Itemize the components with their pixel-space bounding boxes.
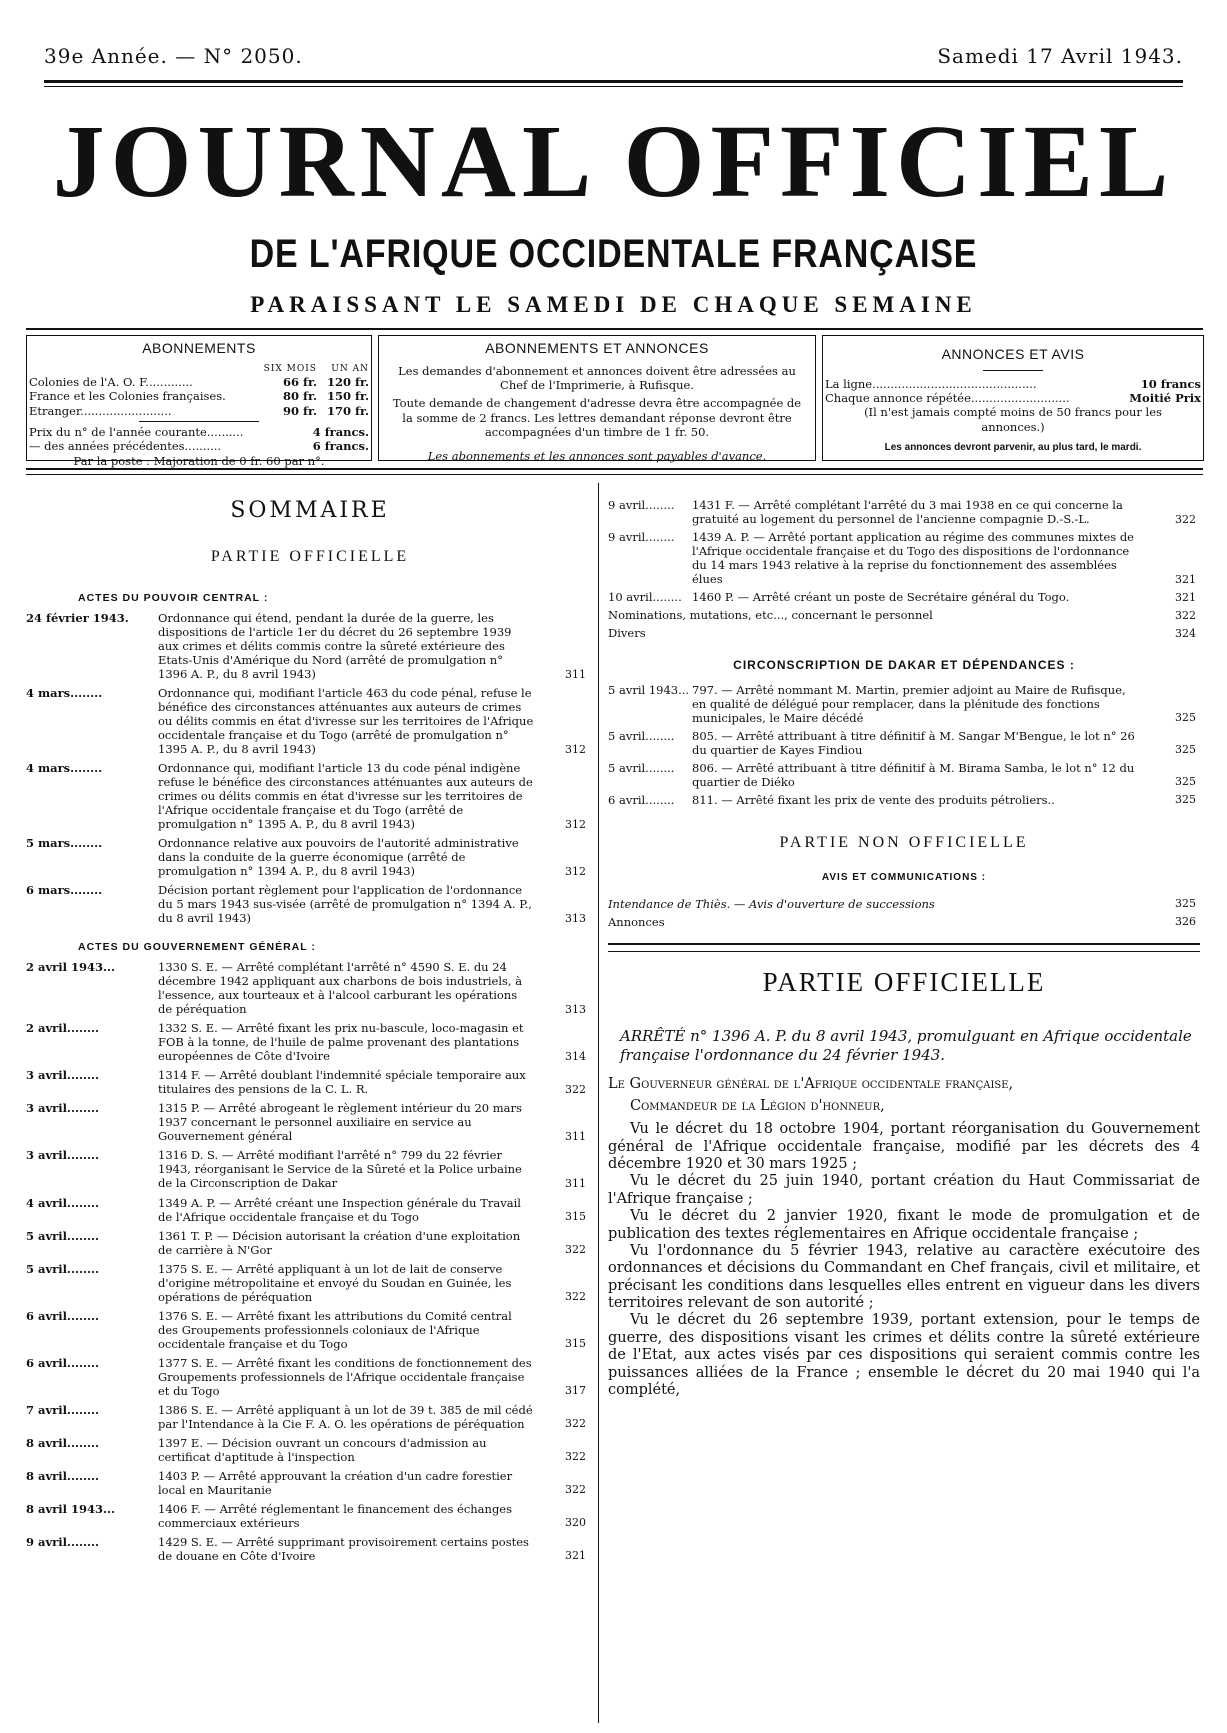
entry-text: 1375 S. E. — Arrêté appliquant à un lot de lait de conserve d'origine métropolitaine et envoyé du Soudan en Guinée, les opérations de péréquation [158, 1261, 512, 1304]
entry-date: 3 avril........ [26, 1148, 99, 1163]
list-item [26, 1403, 594, 1431]
entry-text: Décision portant règlement pour l'application de l'ordonnance du 5 mars 1943 sus-visée (arrêté de promulgation n° 1394 A. P., du 8 avril 1943) [158, 883, 532, 926]
entry-date: 4 avril........ [26, 1195, 99, 1210]
entry-page: 311 [565, 1130, 586, 1144]
list-item [608, 729, 1200, 757]
price-six: 90 fr. [283, 403, 317, 418]
price-an: 170 fr. [327, 403, 369, 418]
entry-date: 9 avril........ [608, 530, 675, 545]
entry-text: 1332 S. E. — Arrêté fixant les prix nu-bascule, loco-magasin et FOB à la tonne, de l'huile de palme provenant des plantations européennes de Côte d'Ivoire [158, 1021, 524, 1064]
abo-annonces-p3: Les abonnements et les annonces sont payables d'avance. [427, 449, 767, 464]
list-item [26, 1148, 594, 1190]
column-divider [598, 483, 599, 1723]
entry-date: 2 avril 1943... [26, 960, 115, 975]
box-top-rule [26, 328, 1203, 330]
entry-text: Ordonnance qui, modifiant l'article 13 du code pénal indigène refuse le bénéfice des circonstances atténuantes aux auteurs de crimes ou délits commis en état d'ivresse sur les territoires de l'Afrique occidentale française et du Togo (arrêté de promulgation n° 1395 A. P., du 8 avril 1943) [158, 761, 533, 832]
prix-courante-label: Prix du n° de l'année courante.......... [29, 424, 244, 439]
entry-page: 322 [1175, 512, 1196, 526]
entry-page: 311 [565, 667, 586, 681]
list-item [26, 1068, 594, 1096]
list-item [26, 1535, 594, 1563]
list-item [26, 611, 594, 681]
entry-page: 321 [565, 1549, 586, 1563]
entry-page: 322 [565, 1083, 586, 1096]
entry-date: 5 mars........ [26, 836, 103, 851]
partie-officielle-heading: PARTIE OFFICIELLE [210, 547, 410, 565]
entry-page: 317 [565, 1384, 586, 1398]
abo-annonces-title: ABONNEMENTS ET ANNONCES [485, 340, 709, 356]
entry-page: 313 [565, 1002, 586, 1016]
top-rule [44, 80, 1183, 83]
entry-date: 4 mars........ [26, 686, 103, 701]
governor-line-1: Le Gouverneur général de l'Afrique occidentale française, [608, 1075, 1014, 1092]
list-item [26, 1309, 594, 1351]
list-item [608, 761, 1200, 789]
repetee-value: Moitié Prix [1129, 390, 1201, 405]
vu-paragraph: Vu le décret du 26 septembre 1939, portant extension, pour le temps de guerre, des dispositions visant les crimes et délits contre la sûreté extérieure de l'Etat, aux actes visés par ces dispositions qui seraient commis contre les puissances alliées de la France ; ensemble le décret du 20 mai 1940 qui l'a complété, [608, 1312, 1200, 1399]
prix-precedentes-value: 6 francs. [312, 439, 369, 454]
abo-annonces-p2: Toute demande de changement d'adresse devra être accompagnée de la somme de 2 francs. Les lettres demandant réponse devront être accompagnées d'un timbre de 1 fr. 50. [392, 396, 802, 439]
issue-line [44, 44, 1183, 74]
entry-text: 1397 E. — Décision ouvrant un concours d'admission au certificat d'aptitude à l'inspection [158, 1435, 487, 1464]
category-gouvernement-general: ACTES DU GOUVERNEMENT GÉNÉRAL : [78, 941, 316, 954]
entry-page: 315 [565, 1337, 586, 1351]
right-column [608, 498, 1200, 1399]
minimum-note: (Il n'est jamais compté moins de 50 francs pour les annonces.) [864, 405, 1162, 434]
entry-text: 1377 S. E. — Arrêté fixant les conditions de fonctionnement des Groupements professionnels de l'Afrique occidentale française et du Togo [158, 1355, 532, 1398]
price-six: 66 fr. [283, 374, 317, 389]
abonnements-box [26, 335, 372, 468]
list-item [26, 761, 594, 831]
entry-text: 797. — Arrêté nommant M. Martin, premier adjoint au Maire de Rufisque, en qualité de délégué pour remplacer, dans la plénitude des fonctions municipales, le Maire décédé [692, 682, 1126, 725]
box-bottom-rule-thin [26, 474, 1203, 475]
list-item [26, 1229, 594, 1257]
abonnements-annonces-box [378, 335, 816, 464]
entry-page: 325 [1175, 793, 1196, 807]
list-item [26, 960, 594, 1016]
entry-page: 322 [565, 1243, 586, 1257]
entry-page: 312 [565, 817, 586, 831]
entry-text: Ordonnance qui étend, pendant la durée de la guerre, les dispositions de l'article 1er du décret du 26 septembre 1939 aux crimes et délits commis contre la sûreté extérieure des Etats-Unis d'Amérique du Nord (arrêté de promulgation n° 1396 A. P., du 8 avril 1943) [158, 611, 512, 682]
entry-date: 6 avril........ [608, 792, 675, 807]
sommaire-title: SOMMAIRE [230, 498, 390, 523]
entry-page: 311 [565, 1177, 586, 1191]
issue-number: 39e Année. — N° 2050. [44, 44, 303, 68]
entry-text: 811. — Arrêté fixant les prix de vente des produits pétroliers.. [692, 792, 1055, 807]
entry-text: 1361 T. P. — Décision autorisant la création d'une exploitation de carrière à N'Gor [158, 1228, 521, 1257]
entry-text: Ordonnance relative aux pouvoirs de l'autorité administrative dans la conduite de la guerre économique (arrêté de promulgation n° 1394 A. P., du 8 avril 1943) [158, 836, 519, 879]
list-item [608, 626, 1200, 640]
entry-text: 1349 A. P. — Arrêté créant une Inspection générale du Travail de l'Afrique occidentale française et du Togo [158, 1195, 521, 1224]
ligne-label: La ligne............................................. [825, 376, 1037, 391]
entry-text: 1429 S. E. — Arrêté supprimant provisoirement certains postes de douane en Côte d'Ivoire [158, 1534, 529, 1563]
divider [983, 370, 1043, 371]
entry-page: 313 [565, 912, 586, 926]
list-item [608, 608, 1200, 622]
price-an: 150 fr. [327, 389, 369, 404]
entry-text: 1406 F. — Arrêté réglementant le financement des échanges commerciaux extérieurs [158, 1501, 513, 1530]
entry-page: 312 [565, 865, 586, 879]
category-avis: AVIS ET COMMUNICATIONS : [821, 872, 987, 884]
entry-page: 321 [1175, 572, 1196, 586]
list-item [26, 1502, 594, 1530]
entry-text: 1314 F. — Arrêté doublant l'indemnité spéciale temporaire aux titulaires des pensions de la C. L. R. [158, 1068, 526, 1097]
price-label: France et les Colonies françaises. [29, 389, 226, 404]
list-item [608, 897, 1200, 911]
entry-page: 325 [1175, 775, 1196, 789]
entry-date: 6 mars........ [26, 883, 103, 898]
entry-text: Ordonnance qui, modifiant l'article 463 du code pénal, refuse le bénéfice des circonstances atténuantes aux auteurs de crimes ou délits commis en état d'ivresse sur les territoires de l'Afrique occidentale française et du Togo (arrêté de promulgation n° 1395 A. P., du 8 avril 1943) [158, 686, 534, 757]
section-rule [608, 943, 1200, 945]
periodicity: PARAISSANT LE SAMEDI DE CHAQUE SEMAINE [250, 292, 977, 317]
price-row [27, 375, 371, 389]
entry-text: 1431 F. — Arrêté complétant l'arrêté du 3 mai 1938 en ce qui concerne la gratuité au logement du personnel de l'ancienne compagnie D.-S.-L. [692, 498, 1123, 527]
entry-date: 8 avril 1943... [26, 1501, 115, 1516]
entry-page: 325 [1175, 743, 1196, 757]
divers-text: Divers [608, 626, 646, 641]
entry-page: 315 [565, 1210, 586, 1224]
entry-text: 1376 S. E. — Arrêté fixant les attributions du Comité central des Groupements professionnels coloniaux de l'Afrique occidentale française et du Togo [158, 1308, 512, 1351]
entry-date: 6 avril........ [26, 1308, 99, 1323]
masthead-subtitle: DE L'AFRIQUE OCCIDENTALE FRANÇAISE [249, 232, 978, 276]
annonces-avis-title: ANNONCES ET AVIS [941, 346, 1085, 362]
list-item [608, 530, 1200, 586]
price-row [27, 404, 371, 418]
entry-date: 5 avril........ [608, 760, 675, 775]
list-item [608, 793, 1200, 807]
annonces-avis-box [822, 335, 1204, 461]
entry-page: 325 [1175, 897, 1196, 911]
entry-page: 322 [565, 1483, 586, 1497]
entry-date: 2 avril........ [26, 1021, 99, 1036]
entry-page: 322 [565, 1290, 586, 1304]
entry-date: 6 avril........ [26, 1355, 99, 1370]
entry-date: 5 avril........ [608, 728, 675, 743]
partie-non-officielle-heading: PARTIE NON OFFICIELLE [779, 833, 1029, 851]
entry-text: 1330 S. E. — Arrêté complétant l'arrêté n° 4590 S. E. du 24 décembre 1942 appliquant aux charbons de bois industriels, à l'essence, aux tourteaux et à l'alcool carburant les opérations de péréquation [158, 960, 523, 1017]
entry-date: 3 avril........ [26, 1101, 99, 1116]
vu-paragraph: Vu le décret du 2 janvier 1920, fixant le mode de promulgation et de publication des textes réglementaires en Afrique occidentale française ; [608, 1208, 1200, 1242]
list-item [26, 1021, 594, 1063]
nominations-text: Nominations, mutations, etc..., concernant le personnel [608, 608, 933, 623]
deadline-note: Les annonces devront parvenir, au plus tard, le mardi. [884, 442, 1142, 453]
repetee-label: Chaque annonce répétée........................... [825, 390, 1070, 405]
sommaire-column [26, 498, 594, 1568]
entry-date: 8 avril........ [26, 1468, 99, 1483]
entry-page: 321 [1175, 590, 1196, 604]
col-six-mois: SIX MOIS [263, 363, 317, 374]
list-item [608, 683, 1200, 725]
vu-paragraph: Vu le décret du 25 juin 1940, portant création du Haut Commissariat de l'Afrique française ; [608, 1173, 1200, 1207]
prix-courante-value: 4 francs. [312, 424, 369, 439]
list-item [26, 1436, 594, 1464]
entry-text: 805. — Arrêté attribuant à titre définitif à M. Sangar M'Bengue, le lot n° 26 du quartier de Kayes Findiou [692, 728, 1135, 757]
entry-text: 806. — Arrêté attribuant à titre définitif à M. Birama Samba, le lot n° 12 du quartier de Diéko [692, 760, 1135, 789]
abonnements-title: ABONNEMENTS [142, 340, 256, 356]
masthead-title: JOURNAL OFFICIEL [52, 104, 1175, 219]
entry-date: 5 avril 1943... [608, 682, 690, 697]
entry-page: 314 [565, 1049, 586, 1063]
entry-date: 10 avril........ [608, 590, 682, 605]
list-item [26, 1356, 594, 1398]
section-rule-thin [608, 951, 1200, 952]
annonce-rates [823, 377, 1203, 406]
abo-annonces-p1: Les demandes d'abonnement et annonces doivent être adressées au Chef de l'Imprimerie, à Rufisque. [398, 363, 796, 392]
entry-page: 320 [565, 1516, 586, 1530]
entry-date: 5 avril........ [26, 1261, 99, 1276]
entry-page: 326 [1175, 915, 1196, 929]
entry-date: 5 avril........ [26, 1228, 99, 1243]
box-bottom-rule [26, 468, 1203, 470]
list-item [26, 1262, 594, 1304]
entry-date: 7 avril........ [26, 1402, 99, 1417]
partie-officielle-title: PARTIE OFFICIELLE [762, 966, 1046, 997]
divider [139, 421, 259, 422]
entry-text: 1315 P. — Arrêté abrogeant le règlement intérieur du 20 mars 1937 concernant le personnel auxiliaire en service au Gouvernement général [158, 1101, 522, 1144]
list-item [26, 1196, 594, 1224]
entry-text: 1386 S. E. — Arrêté appliquant à un lot de 39 t. 385 de mil cédé par l'Intendance à la Cie F. A. O. les opérations de péréquation [158, 1402, 533, 1431]
price-an: 120 fr. [327, 374, 369, 389]
list-item [26, 883, 594, 925]
governor-line-2: Commandeur de la Légion d'honneur, [630, 1098, 885, 1115]
vu-paragraph: Vu le décret du 18 octobre 1904, portant réorganisation du Gouvernement général de l'Afrique occidentale française, modifié par les décrets des 4 décembre 1920 et 30 mars 1925 ; [608, 1121, 1200, 1172]
category-pouvoir-central: ACTES DU POUVOIR CENTRAL : [78, 592, 269, 605]
price-six: 80 fr. [283, 389, 317, 404]
price-table [27, 364, 371, 418]
entry-page: 322 [1175, 608, 1196, 622]
list-item [608, 498, 1200, 526]
entry-page: 322 [565, 1450, 586, 1464]
prix-precedentes-label: — des années précédentes.......... [29, 439, 222, 454]
entry-date: 9 avril........ [26, 1534, 99, 1549]
top-rule-thin [44, 86, 1183, 87]
list-item [26, 1101, 594, 1143]
entry-text: 1316 D. S. — Arrêté modifiant l'arrêté n° 799 du 22 février 1943, réorganisant le Service de la Sûreté et la Police urbaine de la Circonscription de Dakar [158, 1148, 522, 1191]
entry-page: 325 [1175, 711, 1196, 725]
entry-page: 322 [565, 1417, 586, 1431]
entry-page: 324 [1175, 626, 1196, 640]
list-item [608, 915, 1200, 929]
entry-date: 4 mars........ [26, 761, 103, 776]
annonces-text: Annonces [608, 914, 665, 929]
vu-paragraph: Vu l'ordonnance du 5 février 1943, relative au caractère exécutoire des ordonnances et décisions du Commandant en Chef français, civil et militaire, et précisant les conditions dans lesquelles elles entrent en vigueur dans les divers territoires relevant de son autorité ; [608, 1242, 1200, 1312]
issue-date: Samedi 17 Avril 1943. [937, 44, 1183, 68]
entry-date: 9 avril........ [608, 498, 675, 512]
list-item [26, 1469, 594, 1497]
list-item [26, 836, 594, 878]
entry-text: 1403 P. — Arrêté approuvant la création d'un cadre forestier local en Mauritanie [158, 1468, 513, 1497]
price-row [27, 389, 371, 403]
list-item [608, 590, 1200, 604]
col-un-an: UN AN [331, 363, 369, 374]
entry-text: 1460 P. — Arrêté créant un poste de Secrétaire général du Togo. [692, 590, 1070, 605]
price-label: Colonies de l'A. O. F............. [29, 374, 193, 389]
poste-note: Par la poste : Majoration de 0 fr. 60 par n°. [73, 453, 325, 468]
entry-text: 1439 A. P. — Arrêté portant application au régime des communes mixtes de l'Afrique occidentale française et du Togo des dispositions de l'ordonnance du 14 mars 1943 relative à la reprise du fonctionnement des assemblées élues [692, 530, 1134, 587]
entry-date: 24 février 1943. [26, 611, 129, 626]
intendance-text: Intendance de Thiès. — Avis d'ouverture de successions [608, 896, 935, 911]
entry-date: 8 avril........ [26, 1435, 99, 1450]
entry-page: 312 [565, 742, 586, 756]
issue-price-table [27, 425, 371, 454]
entry-date: 3 avril........ [26, 1068, 99, 1083]
price-label: Etranger......................... [29, 403, 172, 418]
category-dakar: CIRCONSCRIPTION DE DAKAR ET DÉPENDANCES : [733, 658, 1075, 673]
ligne-value: 10 francs [1140, 376, 1201, 391]
arrete-title: ARRÊTÉ n° 1396 A. P. du 8 avril 1943, promulguant en Afrique occidentale française l'ordonnance du 24 février 1943. [620, 1026, 1192, 1064]
list-item [26, 686, 594, 756]
